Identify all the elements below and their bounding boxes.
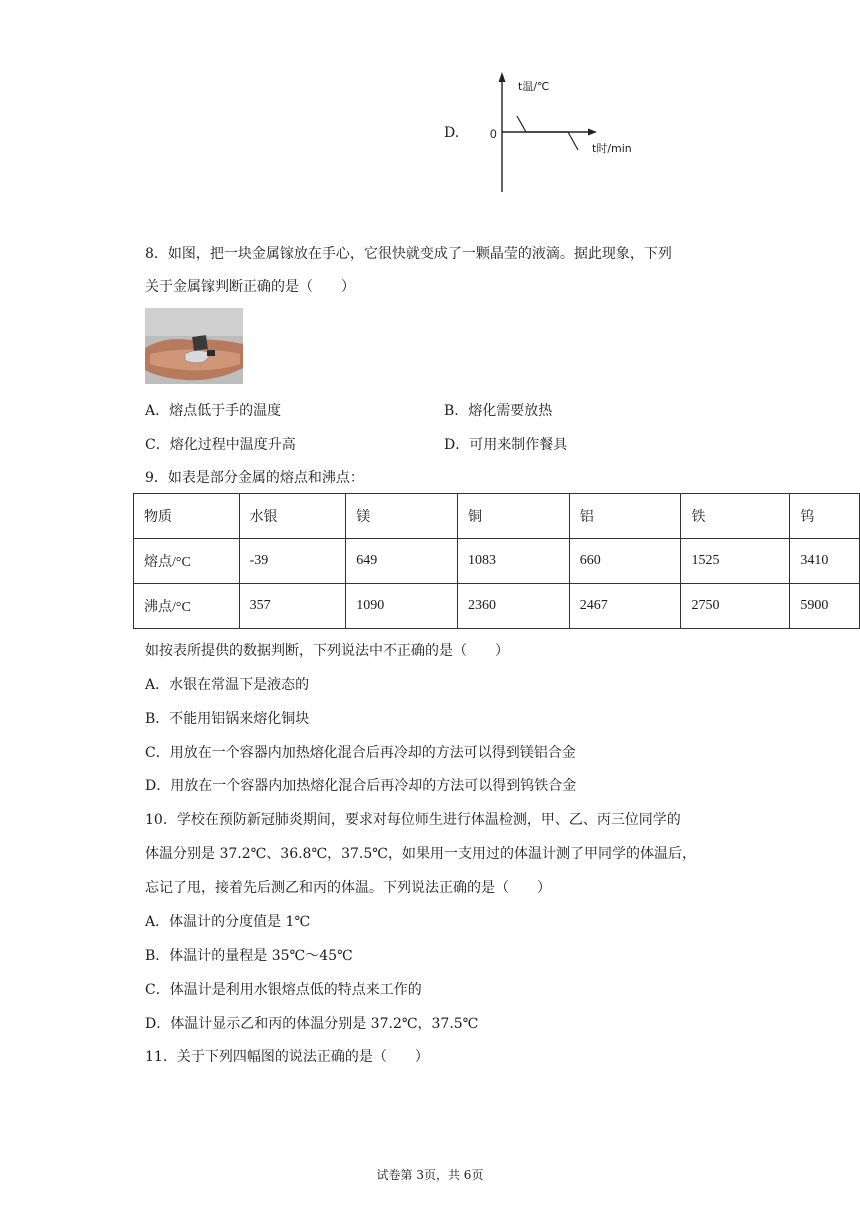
q10-option-a[interactable]: A．体温计的分度值是 1℃ bbox=[145, 914, 311, 930]
table-cell: 2467 bbox=[569, 584, 681, 629]
page-footer: 试卷第 3页，共 6页 bbox=[376, 1168, 484, 1182]
q7-option-d-label: D. bbox=[444, 125, 460, 141]
q9-stem: 如按表所提供的数据判断，下列说法中不正确的是（ ） bbox=[145, 643, 509, 659]
table-header-cell: 水银 bbox=[239, 494, 346, 539]
table-cell: 1090 bbox=[346, 584, 458, 629]
table-cell: 2360 bbox=[457, 584, 569, 629]
table-row bbox=[134, 584, 860, 629]
q8-stem-line2: 关于金属镓判断正确的是（ ） bbox=[145, 279, 355, 295]
q10-option-b[interactable]: B．体温计的量程是 35℃～45℃ bbox=[145, 948, 353, 964]
temperature-time-graph bbox=[480, 68, 650, 196]
q8-option-d[interactable]: D．可用来制作餐具 bbox=[444, 437, 568, 453]
graph-y-axis-label: t温/℃ bbox=[518, 80, 550, 93]
graph-x-axis-label: t时/min bbox=[592, 142, 632, 155]
table-header-cell: 物质 bbox=[134, 494, 240, 539]
table-cell: 熔点/°C bbox=[134, 539, 240, 584]
q9-option-c[interactable]: C．用放在一个容器内加热熔化混合后再冷却的方法可以得到镁铝合金 bbox=[145, 745, 576, 761]
table-header-cell: 镁 bbox=[346, 494, 458, 539]
table-cell: 1525 bbox=[681, 539, 790, 584]
metal-melting-boiling-table bbox=[133, 493, 860, 629]
q8-stem-line1: 8．如图，把一块金属镓放在手心，它很快就变成了一颗晶莹的液滴。据此现象，下列 bbox=[145, 246, 672, 262]
gallium-in-hand-photo bbox=[145, 308, 243, 384]
table-cell: 沸点/°C bbox=[134, 584, 240, 629]
q10-stem-line2: 体温分别是 37.2℃、36.8℃，37.5℃，如果用一支用过的体温计测了甲同学的体温后， bbox=[145, 846, 696, 862]
table-header-cell: 钨 bbox=[790, 494, 860, 539]
table-cell: 1083 bbox=[457, 539, 569, 584]
q10-option-d[interactable]: D．体温计显示乙和丙的体温分别是 37.2℃，37.5℃ bbox=[145, 1016, 479, 1032]
table-cell: 357 bbox=[239, 584, 346, 629]
table-header-cell: 铝 bbox=[569, 494, 681, 539]
table-row bbox=[134, 539, 860, 584]
q11-stem: 11．关于下列四幅图的说法正确的是（ ） bbox=[145, 1049, 429, 1065]
table-cell: 3410 bbox=[790, 539, 860, 584]
table-header-cell: 铜 bbox=[457, 494, 569, 539]
graph-origin-label: 0 bbox=[490, 127, 497, 141]
table-cell: 5900 bbox=[790, 584, 860, 629]
table-cell: 649 bbox=[346, 539, 458, 584]
q9-option-d[interactable]: D．用放在一个容器内加热熔化混合后再冷却的方法可以得到钨铁合金 bbox=[145, 778, 577, 794]
q10-option-c[interactable]: C．体温计是利用水银熔点低的特点来工作的 bbox=[145, 982, 422, 998]
q8-option-a[interactable]: A．熔点低于手的温度 bbox=[145, 403, 282, 419]
q9-intro: 9．如表是部分金属的熔点和沸点： bbox=[145, 470, 364, 486]
table-cell: 660 bbox=[569, 539, 681, 584]
table-cell: -39 bbox=[239, 539, 346, 584]
table-header-cell: 铁 bbox=[681, 494, 790, 539]
q9-option-a[interactable]: A．水银在常温下是液态的 bbox=[145, 677, 310, 693]
q10-stem-line3: 忘记了甩，接着先后测乙和丙的体温。下列说法正确的是（ ） bbox=[145, 880, 551, 896]
table-header-row bbox=[134, 494, 860, 539]
q8-option-c[interactable]: C．熔化过程中温度升高 bbox=[145, 437, 296, 453]
table-cell: 2750 bbox=[681, 584, 790, 629]
q8-option-b[interactable]: B．熔化需要放热 bbox=[444, 403, 553, 419]
q9-option-b[interactable]: B．不能用铝锅来熔化铜块 bbox=[145, 711, 310, 727]
q10-stem-line1: 10．学校在预防新冠肺炎期间，要求对每位师生进行体温检测，甲、乙、丙三位同学的 bbox=[145, 812, 681, 828]
